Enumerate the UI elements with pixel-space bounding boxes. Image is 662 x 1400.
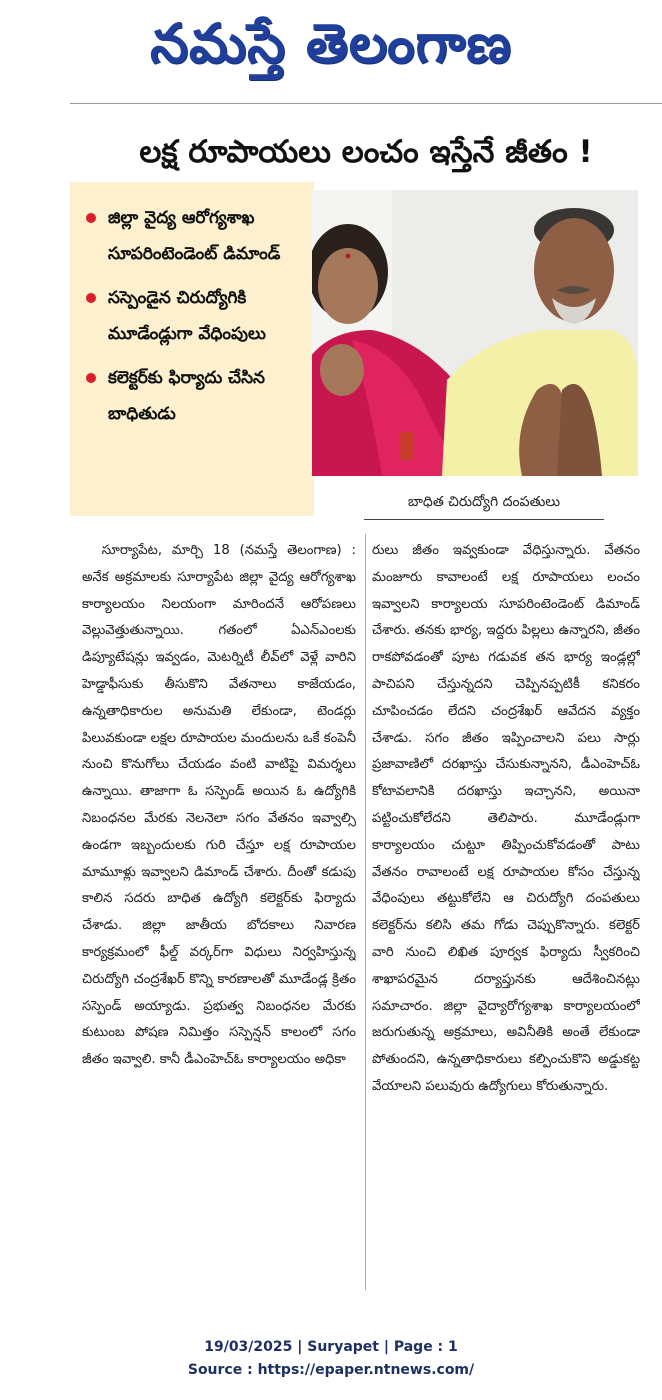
highlight-item	[84, 200, 306, 272]
highlight-text: జిల్లా వైద్య ఆరోగ్యశాఖ సూపరింటెండెంట్ డిమాండ్	[108, 208, 281, 264]
article-column-left: సూర్యాపేట, మార్చి 18 (నమస్తే తెలంగాణ) : అనేక అక్రమాలకు సూర్యాపేట జిల్లా వైద్య ఆరోగ్యశాఖ కార్యాలయం నిలయంగా మారిందనే ఆరోపణలు వెల్లువెత్తుతున్నాయి. గతంలో ఏఎన్ఎంలకు డిప్యూటేషన్లు ఇవ్వడం, మెటర్నిటీ లీవ్‌లో వెళ్లే వారిని హెడ్డాఫీసుకు తీసుకొని వేతనాలు కాజేయడం, ఉన్నతాధికారుల అనుమతి లేకుండా, టెండర్లు పిలువకుండా లక్షల రూపాయల మందులను ఒకే కంపెనీ నుంచి కొనుగోలు చేయడం వంటి వాటిపై విమర్శలు ఉన్నాయి. తాజాగా ఓ సస్పెండ్ అయిన ఓ ఉద్యోగికి నిబంధనల మేరకు నెలనెలా సగం వేతనం ఇవ్వాల్సి ఉండగా ఇబ్బందులకు గురి చేస్తూ లక్ష రూపాయల మామూళ్లు ఇవ్వాలని డిమాండ్ చేశారు. దీంతో కడుపు కాలిన సదరు బాధిత ఉద్యోగి కలెక్టర్‌కు ఫిర్యాదు చేశాడు. జిల్లా జాతీయ బోదకాలు నివారణ కార్యక్రమంలో ఫీల్డ్ వర్కర్‌గా విధులు నిర్వహిస్తున్న చిరుద్యోగి చంద్రశేఖర్ కొన్ని కారణాలతో మూడేండ్ల క్రితం సస్పెండ్ అయ్యాడు. ప్రభుత్వ నిబంధనల మేరకు కుటుంబ పోషణ నిమిత్తం సస్పెన్షన్ కాలంలో సగం జీతం ఇవ్వాలి. కానీ డీఎంహెచ్ఓ కార్యాలయం అధికా	[82, 543, 356, 1068]
bullet-dot-icon	[86, 293, 96, 303]
footer-edition-info: 19/03/2025 | Suryapet | Page : 1	[204, 1339, 458, 1355]
caption-divider	[364, 519, 604, 520]
bullet-dot-icon	[86, 213, 96, 223]
highlight-text: సస్పెండైన చిరుద్యోగికి మూడేండ్లుగా వేధింపులు	[108, 288, 266, 344]
article-column-right: రులు జీతం ఇవ్వకుండా వేధిస్తున్నారు. వేతనం మంజూరు కావాలంటే లక్ష రూపాయలు లంచం ఇవ్వాలని కార్యాలయ సూపరింటెండెంట్ డిమాండ్ చేశారు. తనకు భార్య, ఇద్దరు పిల్లలు ఉన్నారని, జీతం రాకపోవడంతో పూట గడువక తన భార్య ఇండ్లల్లో పాచిపని చేస్తున్నదని చెప్పినప్పటికీ కనికరం చూపించడం లేదని చంద్రశేఖర్ ఆవేదన వ్యక్తం చేశాడు. సగం జీతం ఇప్పించాలని పలు సార్లు ప్రజావాణిలో దరఖాస్తు చేసుకున్నానని, డీఎంహెచ్ఓ కోటావలానికి దరఖాస్తు ఇచ్చానని, అయినా పట్టించుకోలేదని తెలిపారు. మూడేండ్లుగా కార్యాలయం చుట్టూ తిప్పించుకోవడంతో పాటు వేతనం రావాలంటే లక్ష రూపాయల కోసం చేస్తున్న వేధింపులు తట్టుకోలేని ఆ చిరుద్యోగి దంపతులు కలెక్టర్‌ను కలిసి తమ గోడు చెప్పుకొన్నారు. కలెక్టర్ వారి నుంచి లిఖిత పూర్వక ఫిర్యాదు స్వీకరించి శాఖాపరమైన దర్యాప్తునకు ఆదేశించినట్లు సమాచారం. జిల్లా వైద్యారోగ్యశాఖ కార్యాలయంలో జరుగుతున్న అక్రమాలు, అవినీతికి అంతే లేకుండా పోతుందని, ఉన్నతాధికారులు కల్పించుకొని అడ్డుకట్ట వేయాలని పలువురు ఉద్యోగులు కోరుతున్నారు.	[372, 543, 640, 1094]
highlight-text: కలెక్టర్‌కు ఫిర్యాదు చేసిన బాధితుడు	[108, 368, 265, 424]
highlight-item	[84, 280, 306, 352]
masthead-divider	[70, 103, 662, 104]
photo-caption: బాధిత చిరుద్యోగి దంపతులు	[407, 494, 561, 510]
article-headline: లక్ష రూపాయలు లంచం ఇస్తేనే జీతం !	[139, 134, 593, 170]
couple-photo	[312, 190, 638, 476]
couple-photo-illustration	[312, 190, 638, 476]
column-divider	[365, 534, 366, 1290]
highlights-box	[70, 182, 314, 516]
bullet-dot-icon	[86, 373, 96, 383]
masthead-logo: నమస్తే తెలంగాణ	[150, 12, 512, 75]
footer-source-link[interactable]: Source : https://epaper.ntnews.com/	[187, 1362, 475, 1378]
highlight-item	[84, 360, 306, 432]
